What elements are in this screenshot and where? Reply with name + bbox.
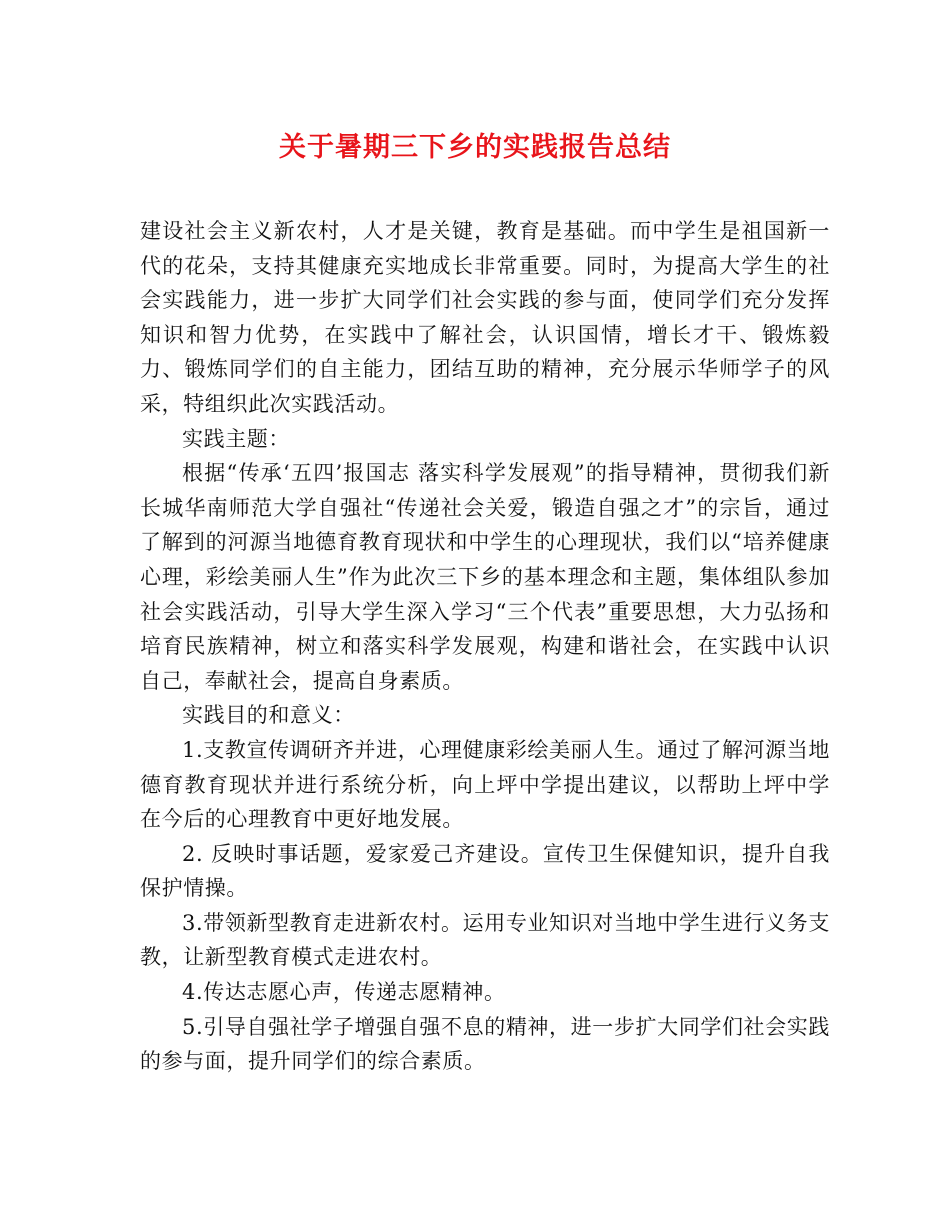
purpose-item-5: 5.引导自强社学子增强自强不息的精神，进一步扩大同学们社会实践的参与面，提升同学们的综合素质。 [140,1014,830,1074]
purpose-item-4: 4.传达志愿心声，传递志愿精神。 [182,980,506,1005]
purpose-item-2: 2. 反映时事话题，爱家爱己齐建设。宣传卫生保健知识，提升自我保护情操。 [140,841,830,901]
purpose-item-3: 3.带领新型教育走进新农村。运用专业知识对当地中学生进行义务支教，让新型教育模式走进农村。 [140,910,830,970]
document-title: 关于暑期三下乡的实践报告总结 [279,132,671,163]
section-heading-purpose: 实践目的和意义： [182,703,355,728]
intro-paragraph: 建设社会主义新农村，人才是关键，教育是基础。而中学生是祖国新一代的花朵，支持其健康充实地成长非常重要。同时，为提高大学生的社会实践能力，进一步扩大同学们社会实践的参与面，使同学们充分发挥知识和智力优势，在实践中了解社会，认识国情，增长才干、锻炼毅力、锻炼同学们的自主能力，团结互助的精神，充分展示华师学子的风采，特组织此次实践活动。 [140,219,830,416]
purpose-item-1: 1.支教宣传调研齐并进，心理健康彩绘美丽人生。通过了解河源当地德育教育现状并进行系统分析，向上坪中学提出建议，以帮助上坪中学在今后的心理教育中更好地发展。 [140,737,830,832]
theme-paragraph: 根据“传承‘五四’报国志 落实科学发展观”的指导精神，贯彻我们新长城华南师范大学自强社“传递社会关爱，锻造自强之才”的宗旨，通过了解到的河源当地德育教育现状和中学生的心理现状，我们以“培养健康心理，彩绘美丽人生”作为此次三下乡的基本理念和主题，集体组队参加社会实践活动，引导大学生深入学习“三个代表”重要思想，大力弘扬和培育民族精神，树立和落实科学发展观，构建和谐社会，在实践中认识自己，奉献社会，提高自身素质。 [140,461,830,693]
document-body [140,214,830,1079]
section-heading-theme: 实践主题： [182,426,290,451]
